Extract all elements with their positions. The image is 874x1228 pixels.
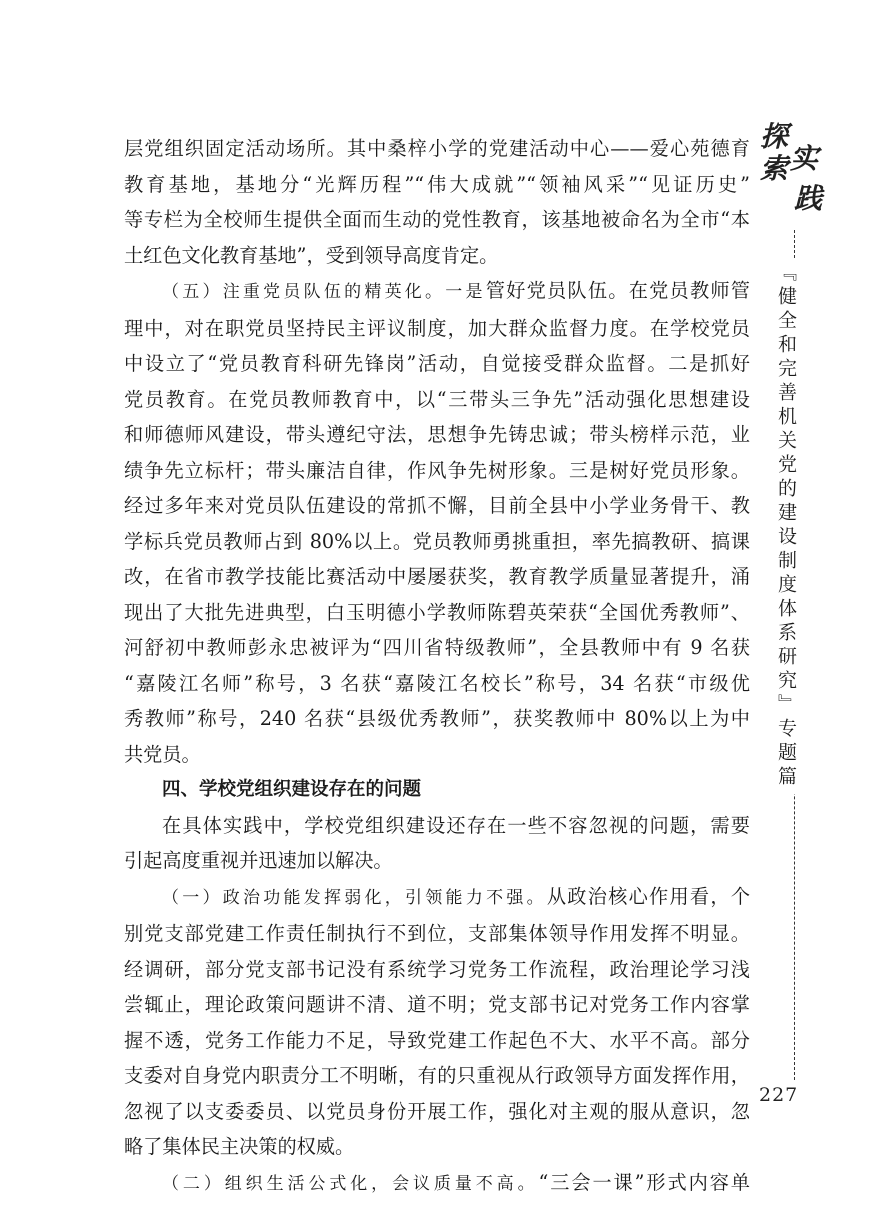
text-line: 中设立了“党员教育科研先锋岗”活动，自觉接受群众监督。二是抓好 <box>124 352 750 375</box>
text-line: 教育基地，基地分“光辉历程”“伟大成就”“领袖风采”“见证历史” <box>124 172 750 196</box>
section-lead: （一）政治功能发挥弱化，引领能力不强。 <box>162 887 547 908</box>
text-line: 尝辄止，理论政策问题讲不清、道不明；党支部书记对党务工作内容掌 <box>124 993 750 1016</box>
text-line: 改，在省市教学技能比赛活动中屡屡获奖，教育教学质量显著提升，涌 <box>124 565 750 588</box>
side-heading-char: 实 <box>790 142 819 175</box>
side-heading-char: 探 <box>760 120 789 153</box>
section-lead: （五）注重党员队伍的精英化。一是 <box>162 282 486 302</box>
side-heading-char: 践 <box>794 182 823 215</box>
text-line: 略了集体民主决策的权威。 <box>124 1135 355 1158</box>
text-line: “嘉陵江名师”称号，3 名获“嘉陵江名校长”称号，34 名获“市级优 <box>124 671 750 695</box>
text-line: 学标兵党员教师占到 80%以上。党员教师勇挑重担，率先搞教研、搞课 <box>124 529 750 553</box>
text-line: 党员教育。在党员教师教育中，以“三带头三争先”活动强化思想建设 <box>124 387 750 411</box>
text-line-rest: 管好党员队伍。在党员教师管 <box>485 279 750 302</box>
text-line <box>124 273 750 311</box>
body-text <box>124 131 750 1202</box>
text-line: 别党支部党建工作责任制执行不到位，支部集体领导作用发挥不明显。 <box>124 922 750 945</box>
section-lead: （二）组织生活公式化，会议质量不高。 <box>162 1173 539 1194</box>
text-line <box>124 879 750 917</box>
text-line: 经过多年来对党员队伍建设的常抓不懈，目前全县中小学业务骨干、教 <box>124 494 750 517</box>
text-line: 土红色文化教育基地”，受到领导高度肯定。 <box>124 243 499 267</box>
side-heading-char: 索 <box>760 152 789 185</box>
text-line: 引起高度重视并迅速加以解决。 <box>124 849 393 872</box>
text-line: 秀教师”称号，240 名获“县级优秀教师”，获奖教师中 80%以上为中 <box>124 707 750 730</box>
side-heading <box>756 118 828 228</box>
text-line: 理中，对在职党员坚持民主评议制度，加大群众监督力度。在学校党员 <box>124 316 750 340</box>
text-line: 绩争先立标杆；带头廉洁自律，作风争先树形象。三是树好党员形象。 <box>124 458 750 482</box>
section-heading: 四、学校党组织建设存在的问题 <box>162 779 422 800</box>
text-line: 和师德师风建设，带头遵纪守法，思想争先铸忠诚；带头榜样示范，业 <box>124 423 750 446</box>
text-line: 层党组织固定活动场所。其中桑梓小学的党建活动中心——爱心苑德育 <box>124 137 750 160</box>
text-line: 现出了大批先进典型，白玉明德小学教师陈碧英荣获“全国优秀教师”、 <box>124 600 750 624</box>
text-line: 支委对自身党内职责分工不明晰，有的只重视从行政领导方面发挥作用， <box>124 1064 750 1087</box>
text-line: 河舒初中教师彭永忠被评为“四川省特级教师”，全县教师中有 9 名获 <box>124 636 750 659</box>
page-number: 227 <box>759 1084 799 1106</box>
series-title: 『健全和完善机关党的建设制度体系研究』专题篇 <box>773 258 799 794</box>
text-line: 经调研，部分党支部书记没有系统学习党务工作流程，政治理论学习浅 <box>124 957 750 981</box>
text-line: 忽视了以支委委员、以党员身份开展工作，强化对主观的服从意识，忽 <box>124 1099 750 1123</box>
text-line: 握不透，党务工作能力不足，导致党建工作起色不大、水平不高。部分 <box>124 1028 750 1052</box>
text-line: 在具体实践中，学校党组织建设还存在一些不容忽视的问题，需要 <box>162 813 750 837</box>
text-line-rest: 从政治核心作用看，个 <box>546 884 751 908</box>
text-line: 等专栏为全校师生提供全面而生动的党性教育，该基地被命名为全市“本 <box>124 208 750 231</box>
text-line <box>124 1165 750 1203</box>
text-line: 共党员。 <box>124 742 201 766</box>
text-line-rest: “三会一课”形式内容单 <box>538 1170 750 1194</box>
